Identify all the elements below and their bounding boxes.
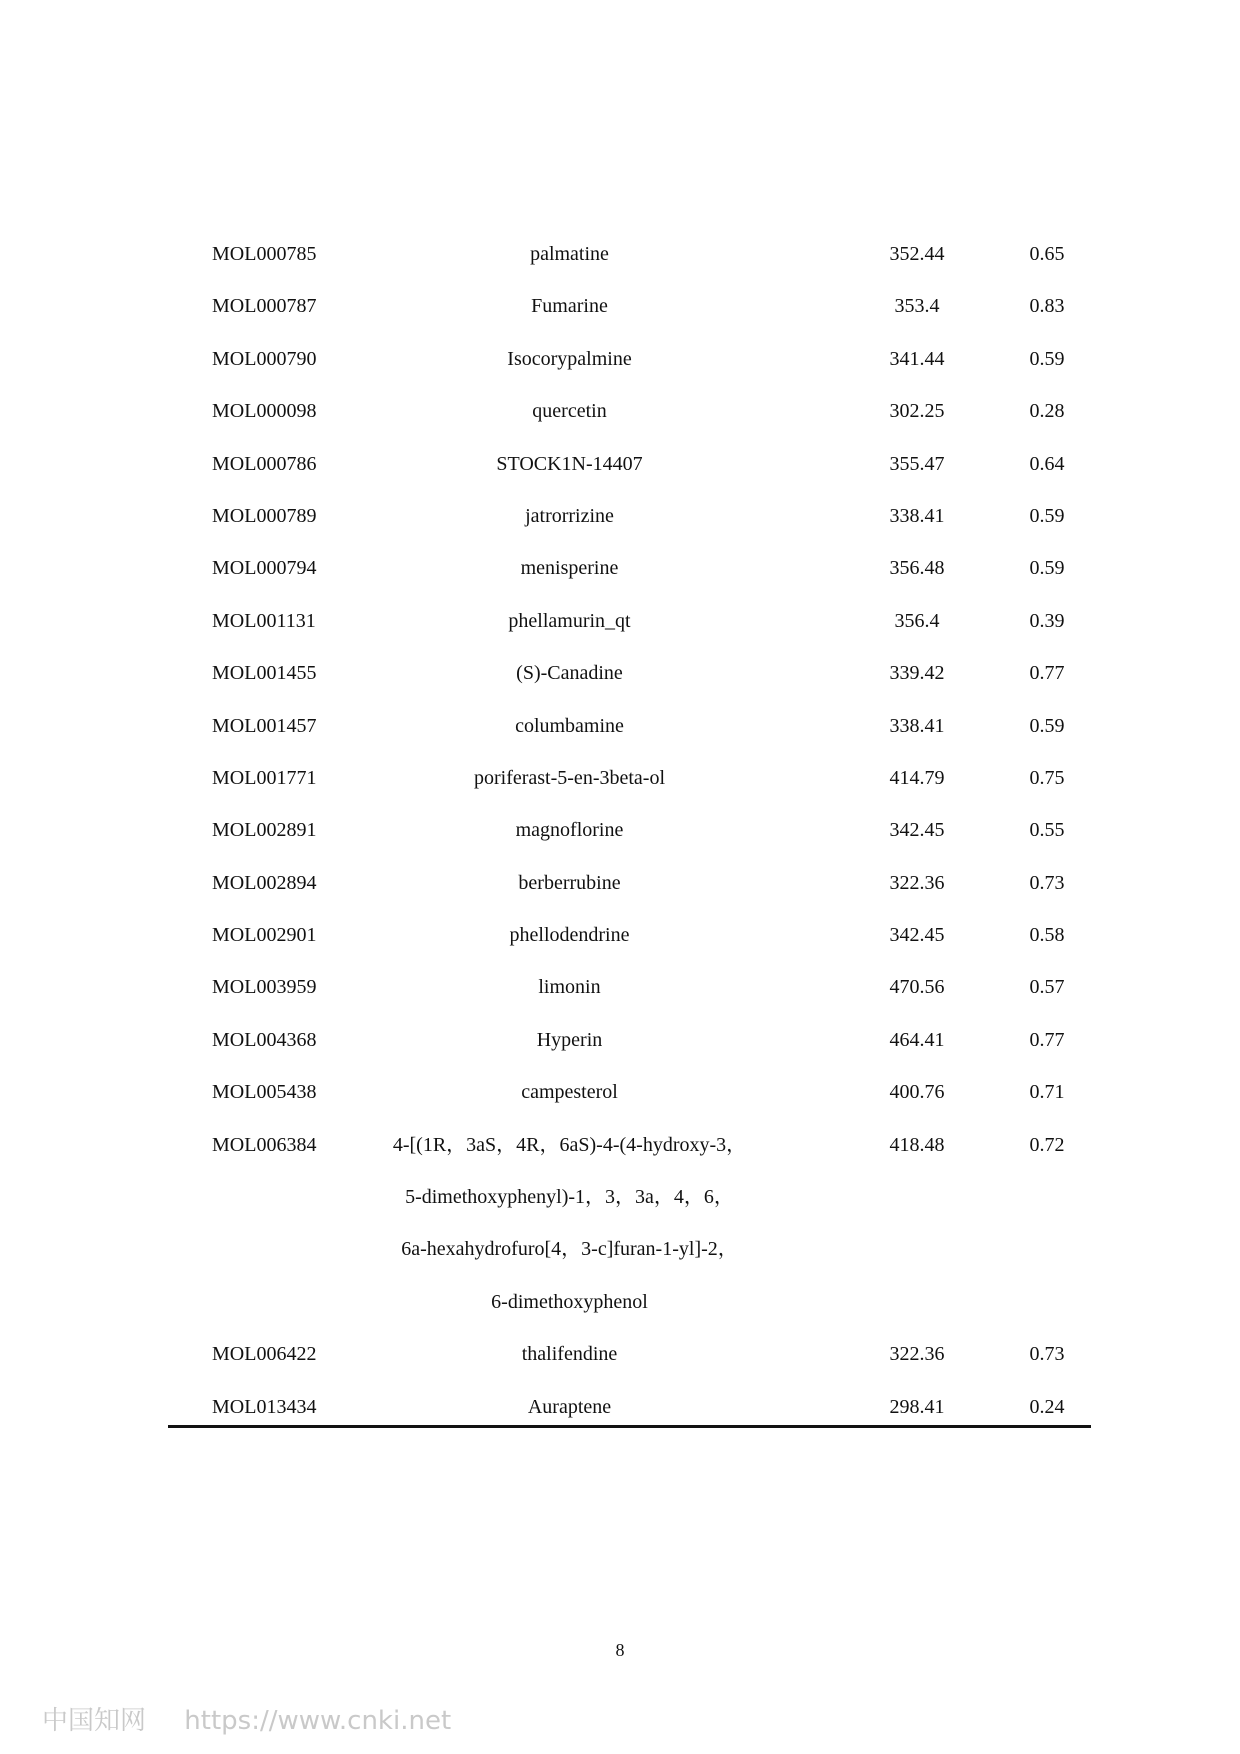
compound-table <box>168 228 1091 1433</box>
table-bottom-rule <box>168 1425 1091 1428</box>
compound-name: STOCK1N-14407 <box>496 452 643 475</box>
compound-name: columbamine <box>515 714 624 737</box>
table-row <box>168 961 1091 1013</box>
value: 0.75 <box>1029 766 1065 789</box>
molecular-weight: 353.4 <box>894 295 940 318</box>
molecular-weight: 322.36 <box>889 1343 945 1366</box>
molecular-weight: 352.44 <box>889 243 945 265</box>
compound-name: limonin <box>538 976 601 999</box>
value: 0.28 <box>1029 400 1065 423</box>
compound-name-line: 5-dimethoxyphenyl)-1，3，3a，4，6， <box>405 1186 734 1209</box>
molecular-weight: 342.45 <box>889 819 945 842</box>
mol-id: MOL000098 <box>212 400 317 423</box>
value: 0.77 <box>1029 1028 1065 1051</box>
value: 0.59 <box>1029 714 1065 737</box>
molecular-weight: 356.4 <box>894 609 940 632</box>
molecular-weight: 302.25 <box>889 400 945 423</box>
molecular-weight: 341.44 <box>889 347 945 370</box>
value: 0.59 <box>1029 347 1065 370</box>
compound-name: menisperine <box>520 557 619 580</box>
mol-id: MOL005438 <box>212 1081 317 1104</box>
mol-id: MOL000786 <box>212 452 317 475</box>
table-row <box>168 228 1091 280</box>
molecular-weight: 338.41 <box>889 504 945 527</box>
mol-id: MOL002891 <box>212 819 317 842</box>
value: 0.65 <box>1029 243 1065 265</box>
molecular-weight: 414.79 <box>889 766 945 789</box>
cnki-watermark <box>42 1700 451 1737</box>
value: 0.57 <box>1029 976 1065 999</box>
compound-name: magnoflorine <box>515 819 624 842</box>
molecular-weight: 298.41 <box>889 1395 945 1418</box>
compound-name: Isocorypalmine <box>507 347 632 370</box>
compound-name: thalifendine <box>521 1343 618 1366</box>
table-row <box>168 280 1091 332</box>
mol-id: MOL013434 <box>212 1395 317 1418</box>
compound-name: berberrubine <box>518 871 621 894</box>
mol-id: MOL002894 <box>212 871 317 894</box>
compound-name: phellamurin_qt <box>508 609 631 632</box>
mol-id: MOL000789 <box>212 504 317 527</box>
molecular-weight: 418.48 <box>889 1133 945 1156</box>
molecular-weight: 464.41 <box>889 1028 945 1051</box>
mol-id: MOL001771 <box>212 766 317 789</box>
mol-id: MOL006384 <box>212 1133 317 1156</box>
compound-name: Fumarine <box>531 295 608 318</box>
table-row <box>168 490 1091 542</box>
mol-id: MOL006422 <box>212 1343 317 1366</box>
compound-name: campesterol <box>521 1081 618 1104</box>
compound-name-line: 4-[(1R，3aS，4R，6aS)-4-(4-hydroxy-3， <box>392 1133 747 1156</box>
molecular-weight: 355.47 <box>889 452 945 475</box>
compound-name-line: 6-dimethoxyphenol <box>491 1290 648 1313</box>
mol-id: MOL003959 <box>212 976 317 999</box>
table-row <box>168 438 1091 490</box>
table-row <box>168 1328 1091 1380</box>
compound-name: quercetin <box>532 400 607 423</box>
compound-name: palmatine <box>530 243 609 265</box>
table-row <box>168 595 1091 647</box>
compound-name-line: 6a-hexahydrofuro[4，3-c]furan-1-yl]-2， <box>401 1238 738 1261</box>
value: 0.59 <box>1029 557 1065 580</box>
value: 0.83 <box>1029 295 1065 318</box>
value: 0.71 <box>1029 1081 1065 1104</box>
molecular-weight: 339.42 <box>889 662 945 685</box>
mol-id: MOL000787 <box>212 295 317 318</box>
mol-id: MOL000790 <box>212 347 317 370</box>
mol-id: MOL001131 <box>212 609 316 632</box>
molecular-weight: 322.36 <box>889 871 945 894</box>
compound-name: jatrorrizine <box>525 504 614 527</box>
value: 0.59 <box>1029 504 1065 527</box>
value: 0.55 <box>1029 819 1065 842</box>
table-row <box>168 385 1091 437</box>
value: 0.73 <box>1029 871 1065 894</box>
mol-id: MOL001457 <box>212 714 317 737</box>
value: 0.77 <box>1029 662 1065 685</box>
table-row <box>168 1119 1091 1329</box>
watermark-brand: 中国知网 <box>42 1706 147 1736</box>
page-number: 8 <box>615 1640 625 1660</box>
value: 0.24 <box>1029 1395 1065 1418</box>
table-row <box>168 333 1091 385</box>
value: 0.64 <box>1029 452 1065 475</box>
compound-name: Hyperin <box>536 1028 603 1051</box>
compound-name <box>347 1119 792 1329</box>
molecular-weight: 400.76 <box>889 1081 945 1104</box>
table-row <box>168 1014 1091 1066</box>
table-row <box>168 647 1091 699</box>
table-row <box>168 700 1091 752</box>
compound-name: Auraptene <box>527 1395 612 1418</box>
value: 0.73 <box>1029 1343 1065 1366</box>
compound-name: poriferast-5-en-3beta-ol <box>473 766 665 789</box>
molecular-weight: 356.48 <box>889 557 945 580</box>
value: 0.58 <box>1029 924 1065 947</box>
mol-id: MOL004368 <box>212 1028 317 1051</box>
watermark-site: https://www.cnki.net <box>184 1706 452 1736</box>
molecular-weight: 470.56 <box>889 976 945 999</box>
compound-name: phellodendrine <box>509 924 630 947</box>
molecular-weight: 338.41 <box>889 714 945 737</box>
table-row <box>168 1066 1091 1118</box>
value: 0.39 <box>1029 609 1065 632</box>
mol-id: MOL002901 <box>212 924 317 947</box>
mol-id: MOL001455 <box>212 662 317 685</box>
compound-name: (S)-Canadine <box>516 662 623 685</box>
mol-id: MOL000794 <box>212 557 317 580</box>
table-row <box>168 752 1091 804</box>
table-row <box>168 542 1091 594</box>
mol-id: MOL000785 <box>212 243 317 265</box>
table-row <box>168 804 1091 856</box>
value: 0.72 <box>1029 1133 1065 1156</box>
table-row <box>168 857 1091 909</box>
molecular-weight: 342.45 <box>889 924 945 947</box>
table-row <box>168 909 1091 961</box>
